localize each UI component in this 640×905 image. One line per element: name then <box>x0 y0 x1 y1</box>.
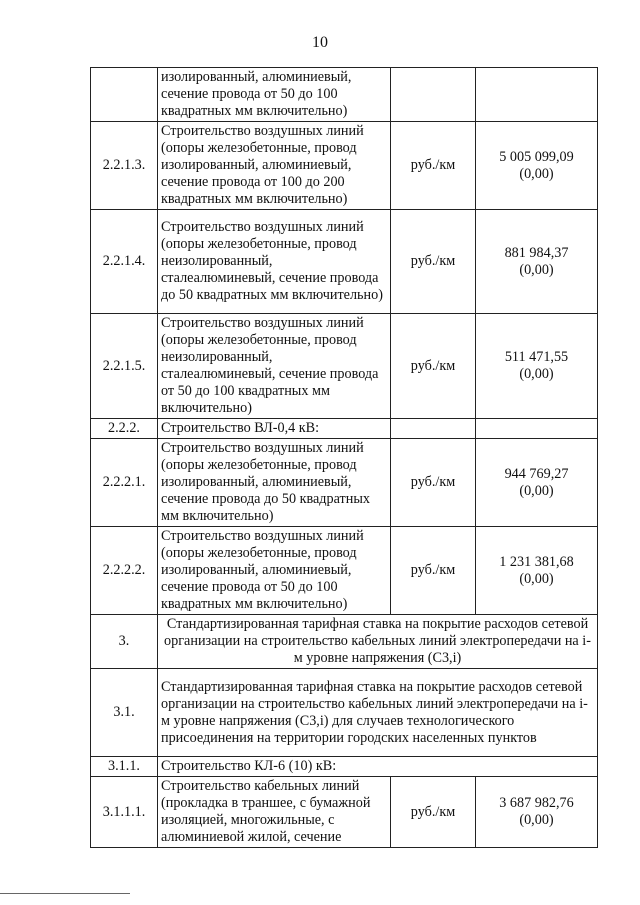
table-row <box>91 777 598 848</box>
row-value-sub: (0,00) <box>519 261 554 278</box>
row-unit: руб./км <box>391 314 476 419</box>
row-value <box>476 527 598 615</box>
row-description: Строительство воздушных линий (опоры железобетонные, провод неизолированный, сталеалюминевый, сечение провода до 50 квадратных мм включительно) <box>158 210 391 314</box>
row-value-sub: (0,00) <box>519 165 554 182</box>
row-value-main: 881 984,37 <box>504 244 569 261</box>
row-value-sub: (0,00) <box>519 570 554 587</box>
row-number: 2.2.1.3. <box>91 122 158 210</box>
table-row <box>91 527 598 615</box>
row-value <box>476 68 598 122</box>
row-number: 2.2.1.4. <box>91 210 158 314</box>
section-number: 3.1.1. <box>91 757 158 777</box>
row-unit: руб./км <box>391 122 476 210</box>
section-row <box>91 669 598 757</box>
table-row <box>91 122 598 210</box>
row-number: 2.2.2.2. <box>91 527 158 615</box>
section-number: 3.1. <box>91 669 158 757</box>
row-unit <box>391 68 476 122</box>
row-value-main: 5 005 099,09 <box>499 148 574 165</box>
section-heading: Строительство КЛ-6 (10) кВ: <box>158 757 598 777</box>
row-description: Строительство воздушных линий (опоры железобетонные, провод изолированный, алюминиевый, сечение провода от 100 до 200 квадратных мм включительно) <box>158 122 391 210</box>
table-row <box>91 210 598 314</box>
row-description: Строительство ВЛ-0,4 кВ: <box>158 419 391 439</box>
row-value <box>476 314 598 419</box>
row-value <box>476 439 598 527</box>
section-row <box>91 615 598 669</box>
row-value-main: 511 471,55 <box>504 349 569 365</box>
row-description: Строительство воздушных линий (опоры железобетонные, провод изолированный, алюминиевый, сечение провода от 50 до 100 квадратных мм включительно) <box>158 527 391 615</box>
table-row <box>91 68 598 122</box>
row-value-sub: (0,00) <box>519 482 554 499</box>
row-number <box>91 68 158 122</box>
row-description: Строительство кабельных линий (прокладка в траншее, с бумажной изоляцией, многожильные, с алюминиевой жилой, сечение <box>158 777 391 848</box>
section-number: 3. <box>91 615 158 669</box>
section-row <box>91 757 598 777</box>
row-value <box>476 122 598 210</box>
row-value-main: 1 231 381,68 <box>499 553 574 570</box>
section-heading: Стандартизированная тарифная ставка на покрытие расходов сетевой организации на строительство кабельных линий электропередачи на i-м уровне напряжения (С3,i) для случаев технологического присоединения на территории городских населенных пунктов <box>158 669 598 757</box>
row-unit: руб./км <box>391 210 476 314</box>
row-unit: руб./км <box>391 527 476 615</box>
row-number: 2.2.2. <box>91 419 158 439</box>
row-unit: руб./км <box>391 777 476 848</box>
row-value-main: 944 769,27 <box>504 465 569 482</box>
row-unit <box>391 419 476 439</box>
row-description: Строительство воздушных линий (опоры железобетонные, провод неизолированный, сталеалюминевый, сечение провода от 50 до 100 квадратных мм включительно) <box>158 314 391 419</box>
row-number: 2.2.2.1. <box>91 439 158 527</box>
row-value-sub: (0,00) <box>519 812 554 828</box>
row-value <box>476 777 598 848</box>
row-unit: руб./км <box>391 439 476 527</box>
table-row <box>91 419 598 439</box>
table-row <box>91 314 598 419</box>
tariff-table <box>90 67 598 848</box>
row-number: 2.2.1.5. <box>91 314 158 419</box>
row-value-sub: (0,00) <box>519 366 554 382</box>
row-value-main: 3 687 982,76 <box>499 795 574 811</box>
footer-rule <box>0 893 130 894</box>
row-description: изолированный, алюминиевый, сечение провода от 50 до 100 квадратных мм включительно) <box>158 68 391 122</box>
row-value <box>476 210 598 314</box>
section-heading: Стандартизированная тарифная ставка на покрытие расходов сетевой организации на строительство кабельных линий электропередачи на i-м уровне напряжения (С3,i) <box>158 615 598 669</box>
table-row <box>91 439 598 527</box>
row-description: Строительство воздушных линий (опоры железобетонные, провод изолированный, алюминиевый, сечение провода до 50 квадратных мм включительно) <box>158 439 391 527</box>
page-number: 10 <box>312 34 328 51</box>
row-value <box>476 419 598 439</box>
row-number: 3.1.1.1. <box>91 777 158 848</box>
